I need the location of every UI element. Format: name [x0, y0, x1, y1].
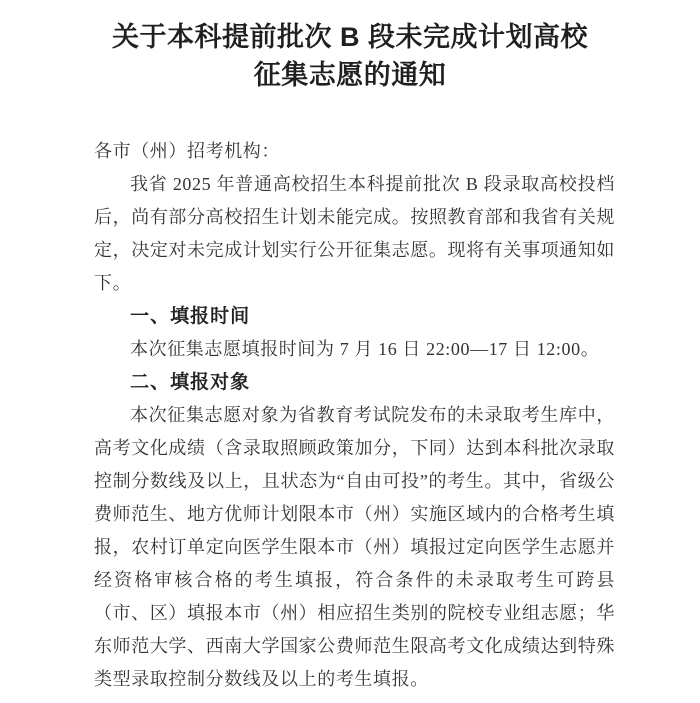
section-1-paragraph: 本次征集志愿填报时间为 7 月 16 日 22:00—17 日 12:00。: [130, 339, 600, 359]
document-title-line-2: 征集志愿的通知: [253, 60, 447, 90]
intro-paragraph: 我省 2025 年普通高校招生本科提前批次 B 段录取高校投档后，尚有部分高校招生计划未能完成。按照教育部和我省有关规定，决定对未完成计划实行公开征集志愿。现将有关事项通知如下。: [94, 174, 615, 293]
section-2-heading: 二、填报对象: [130, 372, 251, 393]
salutation: 各市（州）招考机构：: [94, 141, 280, 161]
section-1-heading: 一、填报时间: [130, 306, 251, 327]
document-title: [0, 18, 700, 94]
document-body: [94, 135, 615, 696]
section-2-paragraph: 本次征集志愿对象为省教育考试院发布的未录取考生库中，高考文化成绩（含录取照顾政策加分，下同）达到本科批次录取控制分数线及以上，且状态为“自由可投”的考生。其中，省级公费师范生、地方优师计划限本市（州）实施区域内的合格考生填报，农村订单定向医学生限本市（州）填报过定向医学生志愿并经资格审核合格的考生填报，符合条件的未录取考生可跨县（市、区）填报本市（州）相应招生类别的院校专业组志愿；华东师范大学、西南大学国家公费师范生限高考文化成绩达到特殊类型录取控制分数线及以上的考生填报。: [94, 405, 615, 689]
document-title-line-1: 关于本科提前批次 B 段未完成计划高校: [111, 22, 588, 52]
